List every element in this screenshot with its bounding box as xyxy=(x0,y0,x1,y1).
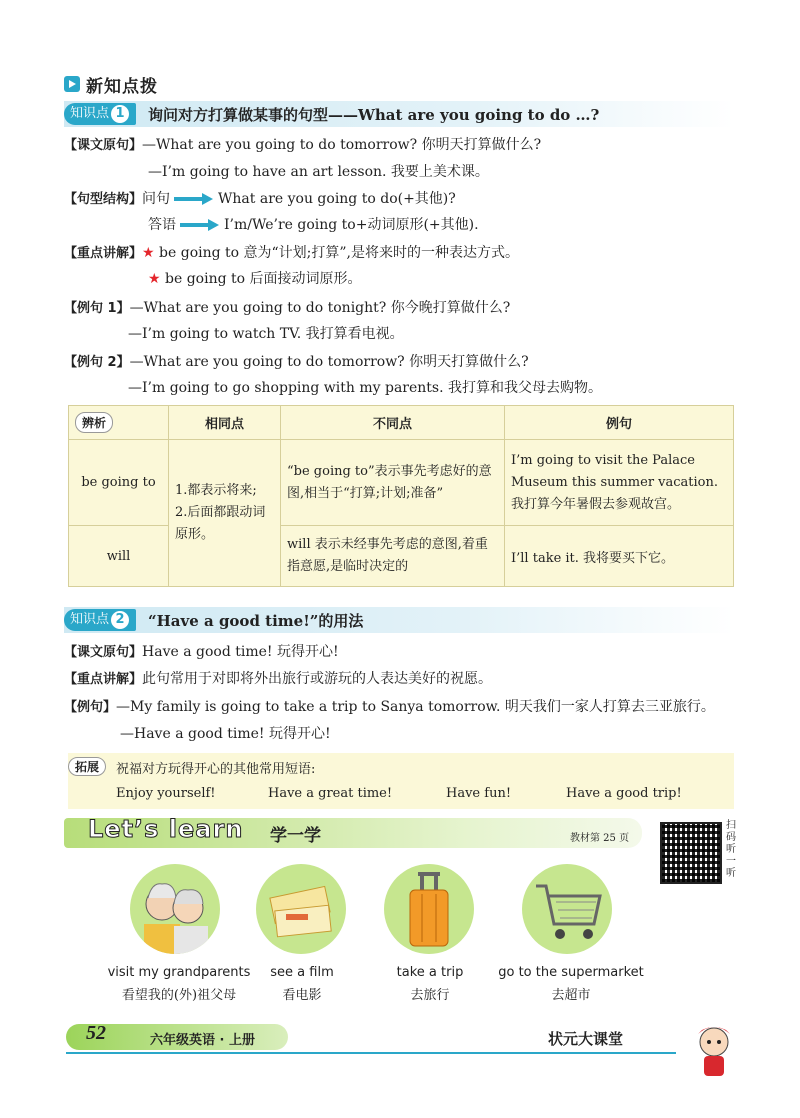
compare-term-will: will xyxy=(69,526,169,587)
extend-intro: 祝福对方玩得开心的其他常用短语: xyxy=(116,762,316,777)
kp1-key-2: ★ be going to 后面接动词原形。 xyxy=(148,271,362,287)
compare-diff-going-to: “be going to”表示事先考虑好的意图,相当于“打算;计划;准备” xyxy=(281,440,505,526)
kp1-title: 询问对方打算做某事的句型——What are you going to do …? xyxy=(148,106,600,124)
kp1-struct-answer: 答语 I’m/We’re going to+动词原形(+其他). xyxy=(148,217,479,233)
kp1-key-1: 【重点讲解】★ be going to 意为“计划;打算”,是将来时的一种表达方式。 xyxy=(64,245,520,261)
suitcase-image xyxy=(384,864,474,954)
kp2-number: 2 xyxy=(111,611,129,629)
qr-code-icon[interactable] xyxy=(660,822,722,884)
section-title: 新知点拨 xyxy=(86,77,158,97)
star-icon: ★ xyxy=(142,245,155,261)
kp1-number: 1 xyxy=(111,105,129,123)
compare-example-will: I’ll take it. 我将要买下它。 xyxy=(505,526,734,587)
learn-title-cn: 学一学 xyxy=(270,826,321,846)
kp2-example-b: —Have a good time! 玩得开心! xyxy=(120,726,331,742)
extend-phrase-2: Have a great time! xyxy=(268,786,393,801)
extend-phrase-4: Have a good trip! xyxy=(566,786,682,801)
mascot-icon xyxy=(690,1020,738,1080)
learn-page-ref: 教材第 25 页 xyxy=(570,833,630,844)
page-number: 52 xyxy=(86,1022,106,1044)
brand-name: 状元大课堂 xyxy=(548,1030,624,1048)
kp2-example-a: 【例句】—My family is going to take a trip to Sanya tomorrow. 明天我们一家人打算去三亚旅行。 xyxy=(64,699,715,715)
arrow-icon xyxy=(180,220,220,230)
compare-term-going-to: be going to xyxy=(69,440,169,526)
arrow-icon xyxy=(174,194,214,204)
kp2-tag: 知识点 2 xyxy=(64,609,136,631)
kp1-text-line-1: 【课文原句】—What are you going to do tomorrow? 你明天打算做什么? xyxy=(64,137,542,153)
learn-item-4-en: go to the supermarket xyxy=(498,965,644,980)
learn-item-2-en: see a film xyxy=(270,965,334,980)
comparison-table xyxy=(68,405,734,587)
extend-tag: 拓展 xyxy=(68,757,106,776)
compare-same: 1.都表示将来; 2.后面都跟动词原形。 xyxy=(169,440,281,587)
compare-header-example: 例句 xyxy=(505,406,734,440)
book-title: 六年级英语 · 上册 xyxy=(150,1033,255,1048)
kp1-example-2a: 【例句 2】—What are you going to do tomorrow? 你明天打算做什么? xyxy=(64,354,529,370)
learn-item-2-cn: 看电影 xyxy=(282,988,322,1003)
learn-item-1-cn: 看望我的(外)祖父母 xyxy=(121,988,237,1003)
extend-phrase-3: Have fun! xyxy=(446,786,512,801)
learn-item-1-en: visit my grandparents xyxy=(107,965,251,980)
compare-diff-will: will 表示未经事先考虑的意图,着重指意愿,是临时决定的 xyxy=(281,526,505,587)
extend-phrase-1: Enjoy yourself! xyxy=(116,786,216,801)
compare-tag: 辨析 xyxy=(75,412,113,433)
learn-item-3-en: take a trip xyxy=(396,965,464,980)
kp1-example-1a: 【例句 1】—What are you going to do tonight? 你今晚打算做什么? xyxy=(64,300,511,316)
shopping-cart-image xyxy=(522,864,612,954)
kp1-tag: 知识点 1 xyxy=(64,103,136,125)
kp2-text: 【课文原句】Have a good time! 玩得开心! xyxy=(64,644,339,660)
kp1-example-2b: —I’m going to go shopping with my parents. 我打算和我父母去购物。 xyxy=(128,380,603,396)
kp1-example-1b: —I’m going to watch TV. 我打算看电视。 xyxy=(128,326,404,342)
learn-item-3-cn: 去旅行 xyxy=(410,988,450,1003)
learn-item-4-cn: 去超市 xyxy=(551,988,591,1003)
section-icon xyxy=(64,76,80,92)
compare-header-same: 相同点 xyxy=(169,406,281,440)
footer-divider xyxy=(66,1052,676,1054)
film-ticket-image xyxy=(256,864,346,954)
kp2-title: “Have a good time!”的用法 xyxy=(148,612,364,630)
compare-example-going-to: I’m going to visit the Palace Museum this summer vacation. 我打算今年暑假去参观故宫。 xyxy=(505,440,734,526)
learn-title: Let’s learn xyxy=(88,815,244,843)
grandparents-image xyxy=(130,864,220,954)
qr-text: 扫码听一听 xyxy=(726,820,736,879)
star-icon: ★ xyxy=(148,271,161,287)
compare-header-diff: 不同点 xyxy=(281,406,505,440)
kp2-key: 【重点讲解】此句常用于对即将外出旅行或游玩的人表达美好的祝愿。 xyxy=(64,671,493,687)
kp1-struct-question: 【句型结构】问句 What are you going to do(+其他)? xyxy=(64,191,456,207)
kp1-text-line-2: —I’m going to have an art lesson. 我要上美术课。 xyxy=(148,164,489,180)
